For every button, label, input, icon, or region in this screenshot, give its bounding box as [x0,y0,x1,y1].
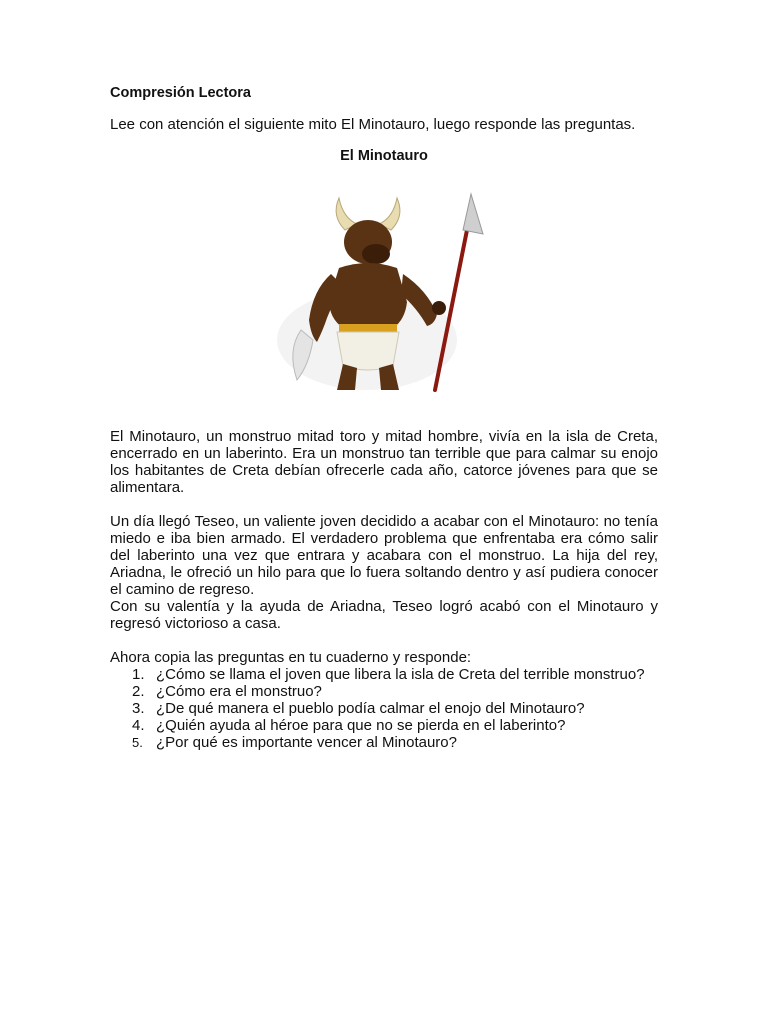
minotaur-figure-icon [257,190,507,392]
minotaur-illustration [110,190,658,392]
story-paragraph-3: Con su valentía y la ayuda de Ariadna, Teseo logró acabó con el Minotauro y regresó victorioso a casa. [110,598,658,632]
intro-instruction: Lee con atención el siguiente mito El Minotauro, luego responde las preguntas. [110,116,636,133]
question-number: 1. [132,666,145,683]
story-paragraph-2: Un día llegó Teseo, un valiente joven decidido a acabar con el Minotauro: no tenía miedo e iba bien armado. El verdadero problema que enfrentaba era cómo salir del laberinto una vez que entrara y acabara con el monstruo. La hija del rey, Ariadna, le ofreció un hilo para que lo fuera soltando dentro y así pudiera conocer el camino de regreso. [110,513,658,598]
question-text: ¿Por qué es importante vencer al Minotauro? [156,734,457,751]
question-number: 4. [132,717,145,734]
question-number: 3. [132,700,145,717]
question-item [110,717,658,734]
story-title: El Minotauro [340,148,428,164]
question-number: 2. [132,683,145,700]
question-text: ¿Cómo era el monstruo? [156,683,322,700]
question-text: ¿Quién ayuda al héroe para que no se pierda en el laberinto? [156,717,566,734]
question-text: ¿Cómo se llama el joven que libera la isla de Creta del terrible monstruo? [156,666,645,683]
question-item [110,700,658,717]
questions-lead: Ahora copia las preguntas en tu cuaderno y responde: [110,649,472,666]
question-item [110,734,658,751]
question-item [110,683,658,700]
question-text: ¿De qué manera el pueblo podía calmar el enojo del Minotauro? [156,700,585,717]
questions-list [110,666,658,751]
question-number: 5. [132,735,143,750]
question-item [110,666,658,683]
document-heading: Compresión Lectora [110,85,251,101]
document-page [110,84,658,751]
story-paragraph-1: El Minotauro, un monstruo mitad toro y mitad hombre, vivía en la isla de Creta, encerrado en un laberinto. Era un monstruo tan terrible que para calmar su enojo los habitantes de Creta debían ofrecerle cada año, catorce jóvenes para que se alimentara. [110,428,658,496]
